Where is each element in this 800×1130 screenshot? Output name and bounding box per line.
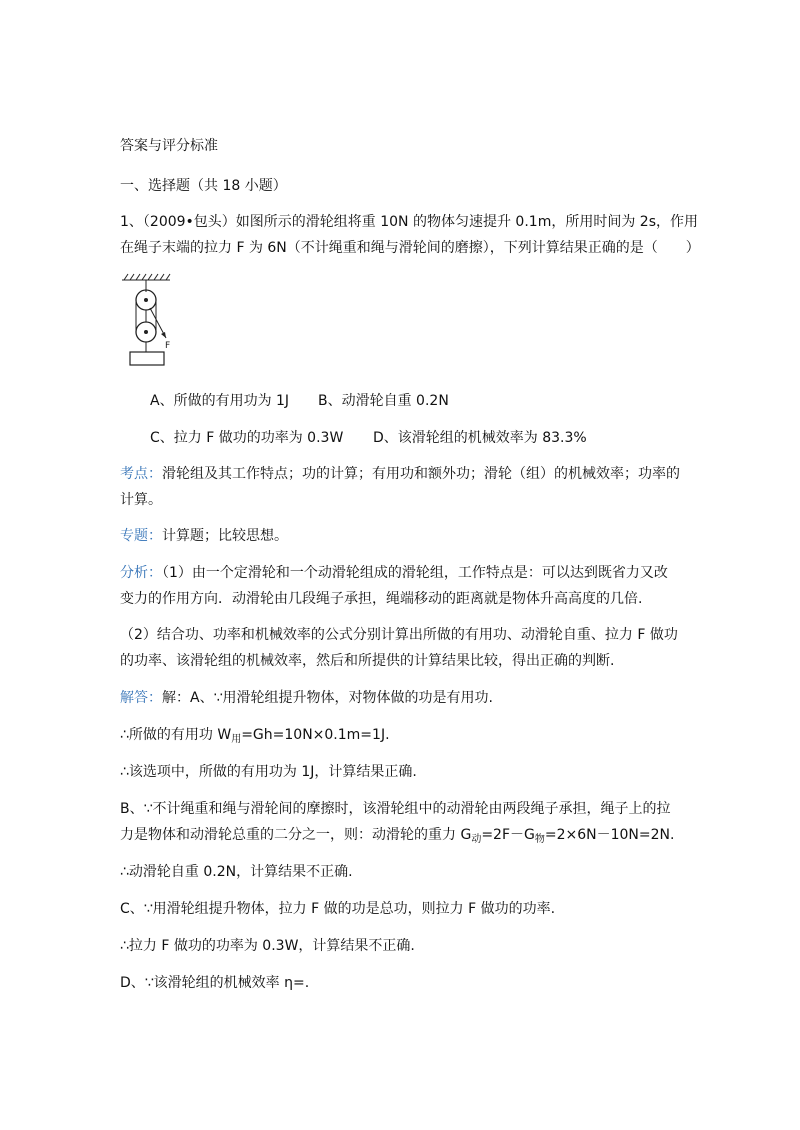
jieda-line-5-sub1: 动 (471, 834, 482, 845)
option-d: D、该滑轮组的机械效率为 83.3% (373, 430, 587, 446)
jieda-line-5-mid: =2F－G (481, 827, 535, 843)
question-line-2: 在绳子末端的拉力 F 为 6N（不计绳重和绳与滑轮间的磨擦），下列计算结果正确的是（ ） (120, 240, 700, 256)
jieda-line-2-pre: ∴所做的有用功 W (120, 727, 232, 743)
jieda-line-7: C、∵用滑轮组提升物体，拉力 F 做的功是总功，则拉力 F 做功的功率. (120, 901, 556, 917)
question-line-1: 1、（2009•包头）如图所示的滑轮组将重 10N 的物体匀速提升 0.1m，所用时间为 2s，作用 (120, 214, 698, 230)
option-c: C、拉力 F 做功的功率为 0.3W (150, 430, 344, 446)
jieda-line-5-sub2: 物 (534, 834, 545, 845)
option-b: B、动滑轮自重 0.2N (318, 393, 449, 409)
jieda-line-3: ∴该选项中，所做的有用功为 1J，计算结果正确. (120, 764, 417, 780)
jieda-line-6: ∴动滑轮自重 0.2N，计算结果不正确. (120, 864, 353, 880)
jieda-line-4: B、∵不计绳重和绳与滑轮间的摩擦时，该滑轮组中的动滑轮由两段绳子承担，绳子上的拉 (120, 801, 671, 817)
jieda-line-2 (120, 722, 700, 753)
jieda-line-2-post: =Gh=10N×0.1m=1J. (241, 727, 390, 743)
option-a: A、所做的有用功为 1J (150, 393, 290, 409)
fenxi-line-1 (120, 560, 700, 586)
load-block (130, 352, 164, 365)
jieda-line-5-pre: 力是物体和动滑轮总重的二分之一，则：动滑轮的重力 G (120, 827, 472, 843)
fenxi-text-1: （1）由一个定滑轮和一个动滑轮组成的滑轮组，工作特点是：可以达到既省力又改 (162, 565, 668, 581)
jieda-line-5 (120, 822, 700, 853)
kaodian-label: 考点： (120, 466, 162, 482)
fenxi-label: 分析： (120, 565, 162, 581)
kaodian-line-1 (120, 461, 700, 487)
options-row-1 (150, 388, 730, 414)
fenxi-line-3: （2）结合功、功率和机械效率的公式分别计算出所做的有用功、动滑轮自重、拉力 F 做功 (120, 627, 678, 643)
jieda-line-9: D、∵该滑轮组的机械效率 η=. (120, 975, 310, 991)
zhuanti-line (120, 523, 700, 549)
jieda-text-1: 解：A、∵用滑轮组提升物体，对物体做的功是有用功. (162, 690, 493, 706)
ceiling-hatch (122, 274, 170, 280)
jieda-line-1 (120, 685, 700, 711)
zhuanti-label: 专题： (120, 528, 162, 544)
kaodian-text-1: 滑轮组及其工作特点；功的计算；有用功和额外功；滑轮（组）的机械效率；功率的 (162, 466, 680, 482)
page-heading: 答案与评分标准 (120, 138, 218, 154)
options-row-2 (150, 425, 730, 451)
fenxi-line-2: 变力的作用方向．动滑轮由几段绳子承担，绳端移动的距离就是物体升高高度的几倍. (120, 591, 643, 607)
zhuanti-text: 计算题；比较思想。 (162, 528, 288, 544)
pulley-system-figure (118, 272, 180, 372)
jieda-line-8: ∴拉力 F 做功的功率为 0.3W，计算结果不正确. (120, 938, 415, 954)
jieda-line-5-post: =2×6N－10N=2N. (544, 827, 675, 843)
kaodian-line-2: 计算。 (120, 492, 162, 508)
section-title: 一、选择题（共 18 小题） (120, 178, 287, 194)
jieda-label: 解答： (120, 690, 162, 706)
force-label: F (165, 341, 171, 351)
fenxi-line-4: 的功率、该滑轮组的机械效率，然后和所提供的计算结果比较，得出正确的判断. (120, 653, 615, 669)
jieda-line-2-sub: 用 (231, 734, 242, 745)
